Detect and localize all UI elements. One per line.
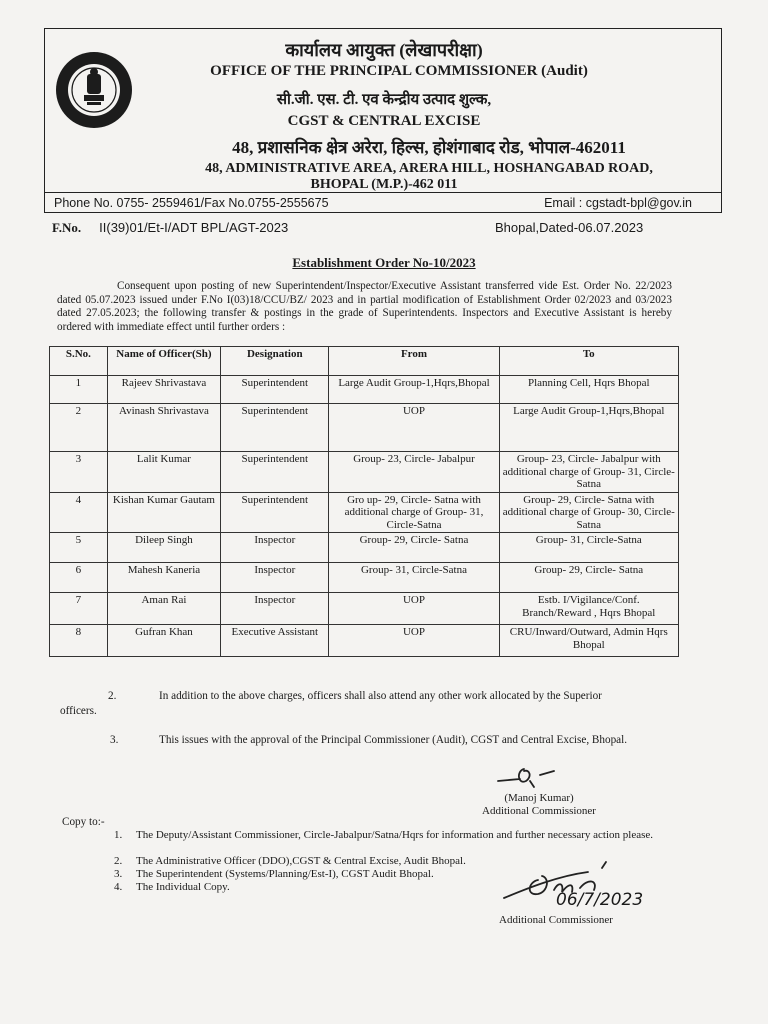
cell-name: Kishan Kumar Gautam: [107, 492, 220, 533]
cell-designation: Executive Assistant: [221, 625, 329, 657]
copy-to-label: Copy to:-: [62, 816, 105, 828]
para-2-continuation: officers.: [60, 705, 97, 717]
copy-item-text: The Deputy/Assistant Commissioner, Circle-Jabalpur/Satna/Hqrs for information and further necessary action please.: [136, 829, 654, 841]
phone-fax: Phone No. 0755- 2559461/Fax No.0755-2555675: [54, 196, 329, 210]
cell-name: Lalit Kumar: [107, 452, 220, 493]
cell-sno: 4: [50, 492, 108, 533]
header-name: Name of Officer(Sh): [107, 347, 220, 376]
header-designation: Designation: [221, 347, 329, 376]
cell-from: UOP: [329, 593, 499, 625]
para-2-number: 2.: [108, 690, 117, 702]
cell-designation: Superintendent: [221, 376, 329, 404]
cell-to: Large Audit Group-1,Hqrs,Bhopal: [499, 404, 678, 452]
cell-sno: 7: [50, 593, 108, 625]
table-header-row: [50, 347, 679, 376]
file-number-label: F.No.: [52, 220, 82, 235]
address-line-1: 48, ADMINISTRATIVE AREA, ARERA HILL, HOSHANGABAD ROAD,: [205, 161, 653, 176]
table-row: [50, 533, 679, 563]
cell-name: Avinash Shrivastava: [107, 404, 220, 452]
cell-to: Group- 29, Circle- Satna: [499, 563, 678, 593]
cell-to: Estb. I/Vigilance/Conf. Branch/Reward , Hqrs Bhopal: [499, 593, 678, 625]
cell-from: UOP: [329, 404, 499, 452]
header-sno: S.No.: [50, 347, 108, 376]
cell-name: Aman Rai: [107, 593, 220, 625]
para-3-number: 3.: [110, 734, 119, 746]
cell-to: Planning Cell, Hqrs Bhopal: [499, 376, 678, 404]
table-row: [50, 625, 679, 657]
cell-sno: 6: [50, 563, 108, 593]
cell-designation: Inspector: [221, 563, 329, 593]
table-row: [50, 593, 679, 625]
list-item: [114, 829, 684, 855]
cell-to: Group- 23, Circle- Jabalpur with additional charge of Group- 31, Circle-Satna: [499, 452, 678, 493]
copy-item-number: 2.: [114, 855, 123, 867]
table-row: [50, 376, 679, 404]
email-address: Email : cgstadt-bpl@gov.in: [544, 196, 692, 210]
copy-item-number: 1.: [114, 829, 123, 841]
cell-designation: Superintendent: [221, 492, 329, 533]
transfer-table: [49, 346, 679, 657]
header-from: From: [329, 347, 499, 376]
cell-sno: 3: [50, 452, 108, 493]
cell-from: Group- 31, Circle-Satna: [329, 563, 499, 593]
contact-row: [44, 192, 722, 213]
copy-item-text: The Administrative Officer (DDO),CGST & Central Excise, Audit Bhopal.: [136, 855, 466, 867]
copy-item-number: 3.: [114, 868, 123, 880]
hindi-cgst-line: सी.जी. एस. टी. एव केन्द्रीय उत्पाद शुल्क,: [276, 92, 492, 108]
file-number: [52, 220, 288, 236]
intro-paragraph: Consequent upon posting of new Superintendent/Inspector/Executive Assistant transferred vide Est. Order No. 22/2023 dated 05.07.2023 issued under F.No I(03)18/CCU/BZ/ 2023 and in partial modification of Establishment Order 02/2023 and 03/2023 dated 27.05.2023; the following transfer & postings in the grade of Superintendents. Inspectors and Executive Assistant is hereby ordered with immediate effect until further orders :: [57, 280, 672, 333]
signature-manoj-kumar: [494, 763, 580, 791]
cell-sno: 8: [50, 625, 108, 657]
table-row: [50, 563, 679, 593]
header-to: To: [499, 347, 678, 376]
file-number-value: II(39)01/Et-I/ADT BPL/AGT-2023: [99, 220, 289, 235]
cell-from: UOP: [329, 625, 499, 657]
cell-designation: Superintendent: [221, 452, 329, 493]
cell-designation: Inspector: [221, 533, 329, 563]
cgst-line-english: CGST & CENTRAL EXCISE: [287, 113, 481, 129]
cell-name: Rajeev Shrivastava: [107, 376, 220, 404]
para-2-text: In addition to the above charges, officers shall also attend any other work allocated by the Superior: [159, 690, 602, 702]
cell-from: Group- 23, Circle- Jabalpur: [329, 452, 499, 493]
para-3-text: This issues with the approval of the Principal Commissioner (Audit), CGST and Central Excise, Bhopal.: [159, 734, 628, 746]
countersign-date: 06/7/2023: [556, 890, 644, 910]
cell-designation: Superintendent: [221, 404, 329, 452]
cell-to: CRU/Inward/Outward, Admin Hqrs Bhopal: [499, 625, 678, 657]
cell-name: Gufran Khan: [107, 625, 220, 657]
cell-sno: 1: [50, 376, 108, 404]
hindi-address-line: 48, प्रशासनिक क्षेत्र अरेरा, हिल्स, होशंगाबाद रोड, भोपाल-462011: [232, 138, 626, 157]
cell-sno: 2: [50, 404, 108, 452]
table-row: [50, 404, 679, 452]
table-row: [50, 492, 679, 533]
copy-item-text: The Superintendent (Systems/Planning/Est-I), CGST Audit Bhopal.: [136, 868, 434, 880]
table-row: [50, 452, 679, 493]
order-title: Establishment Order No-10/2023: [292, 255, 476, 270]
cell-to: Group- 29, Circle- Satna with additional charge of Group- 30, Circle-Satna: [499, 492, 678, 533]
copy-item-text: The Individual Copy.: [136, 881, 230, 893]
signatory-title: Additional Commissioner: [482, 805, 596, 817]
cell-from: Group- 29, Circle- Satna: [329, 533, 499, 563]
cell-from: Large Audit Group-1,Hqrs,Bhopal: [329, 376, 499, 404]
copy-item-number: 4.: [114, 881, 123, 893]
address-line-2: BHOPAL (M.P.)-462 011: [310, 177, 458, 192]
cell-sno: 5: [50, 533, 108, 563]
signatory-name: (Manoj Kumar): [504, 792, 574, 804]
place-date: Bhopal,Dated-06.07.2023: [495, 220, 644, 235]
cell-designation: Inspector: [221, 593, 329, 625]
office-title-english: OFFICE OF THE PRINCIPAL COMMISSIONER (Audit): [210, 63, 588, 79]
cell-from: Gro up- 29, Circle- Satna with additional charge of Group- 31, Circle-Satna: [329, 492, 499, 533]
hindi-office-title: कार्यालय आयुक्त (लेखापरीक्षा): [285, 40, 483, 60]
countersign-title: Additional Commissioner: [499, 914, 613, 926]
cell-name: Dileep Singh: [107, 533, 220, 563]
cell-name: Mahesh Kaneria: [107, 563, 220, 593]
cell-to: Group- 31, Circle-Satna: [499, 533, 678, 563]
